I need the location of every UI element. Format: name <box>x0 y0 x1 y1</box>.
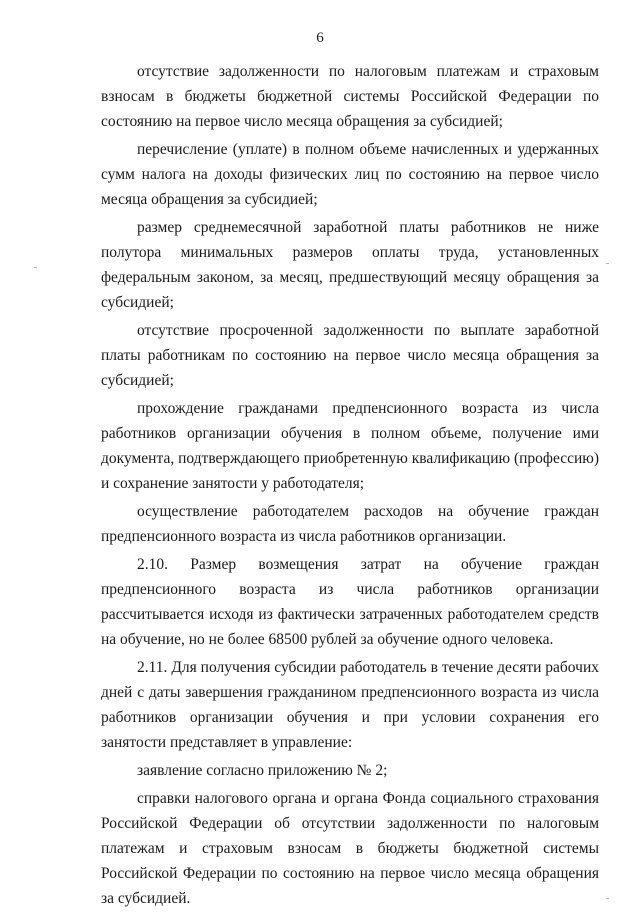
paragraph-training-expenses: осуществление работодателем расходов на обучение граждан предпенсионного возраста из числа работников организации. <box>101 503 599 545</box>
paragraph-tax-certificates: справки налогового органа и органа Фонда социального страхования Российской Федерации об отсутствии задолженности по налоговым платежам и страховым взносам в бюджеты бюджетной системы Российской Федерации по состоянию на первое число месяца обращения за субсидией. <box>101 790 599 907</box>
scan-artifact-right <box>606 263 609 264</box>
paragraph-average-salary: размер среднемесячной заработной платы работников не ниже полутора минимальных размеров оплаты труда, установленных федеральным законом, за месяц, предшествующий месяцу обращения за субсидией; <box>101 219 599 311</box>
paragraph-income-tax-transfer: перечисление (уплате) в полном объеме начисленных и удержанных сумм налога на доходы физических лиц по состоянию на первое число месяца обращения за субсидией; <box>101 141 599 208</box>
paragraph-no-salary-arrears: отсутствие просроченной задолженности по выплате заработной платы работникам по состоянию на первое число месяца обращения за субсидией; <box>101 322 599 389</box>
paragraph-section-2-11: 2.11. Для получения субсидии работодатель в течение десяти рабочих дней с даты завершения гражданином предпенсионного возраста из числа работников организации обучения и при условии сохранения его занятости представляет в управление: <box>101 659 599 751</box>
paragraph-training-completion: прохождение гражданами предпенсионного возраста из числа работников организации обучения в полном объеме, получение ими документа, подтверждающего приобретенную квалификацию (профессию) и сохранение занятости у работодателя; <box>101 400 600 492</box>
paragraph-application-form: заявление согласно приложению № 2; <box>137 762 388 779</box>
scan-artifact-left <box>34 267 37 268</box>
scan-artifact-bottom <box>606 898 609 899</box>
document-body <box>101 59 599 914</box>
paragraph-section-2-10: 2.10. Размер возмещения затрат на обучение граждан предпенсионного возраста из числа работников организации рассчитывается исходя из фактически затраченных работодателем средств на обучение, но не более 68500 рублей за обучение одного человека. <box>101 556 599 648</box>
page-number: 6 <box>316 30 324 46</box>
paragraph-no-tax-debt: отсутствие задолженности по налоговым платежам и страховым взносам в бюджеты бюджетной системы Российской Федерации по состоянию на первое число месяца обращения за субсидией; <box>101 63 599 130</box>
